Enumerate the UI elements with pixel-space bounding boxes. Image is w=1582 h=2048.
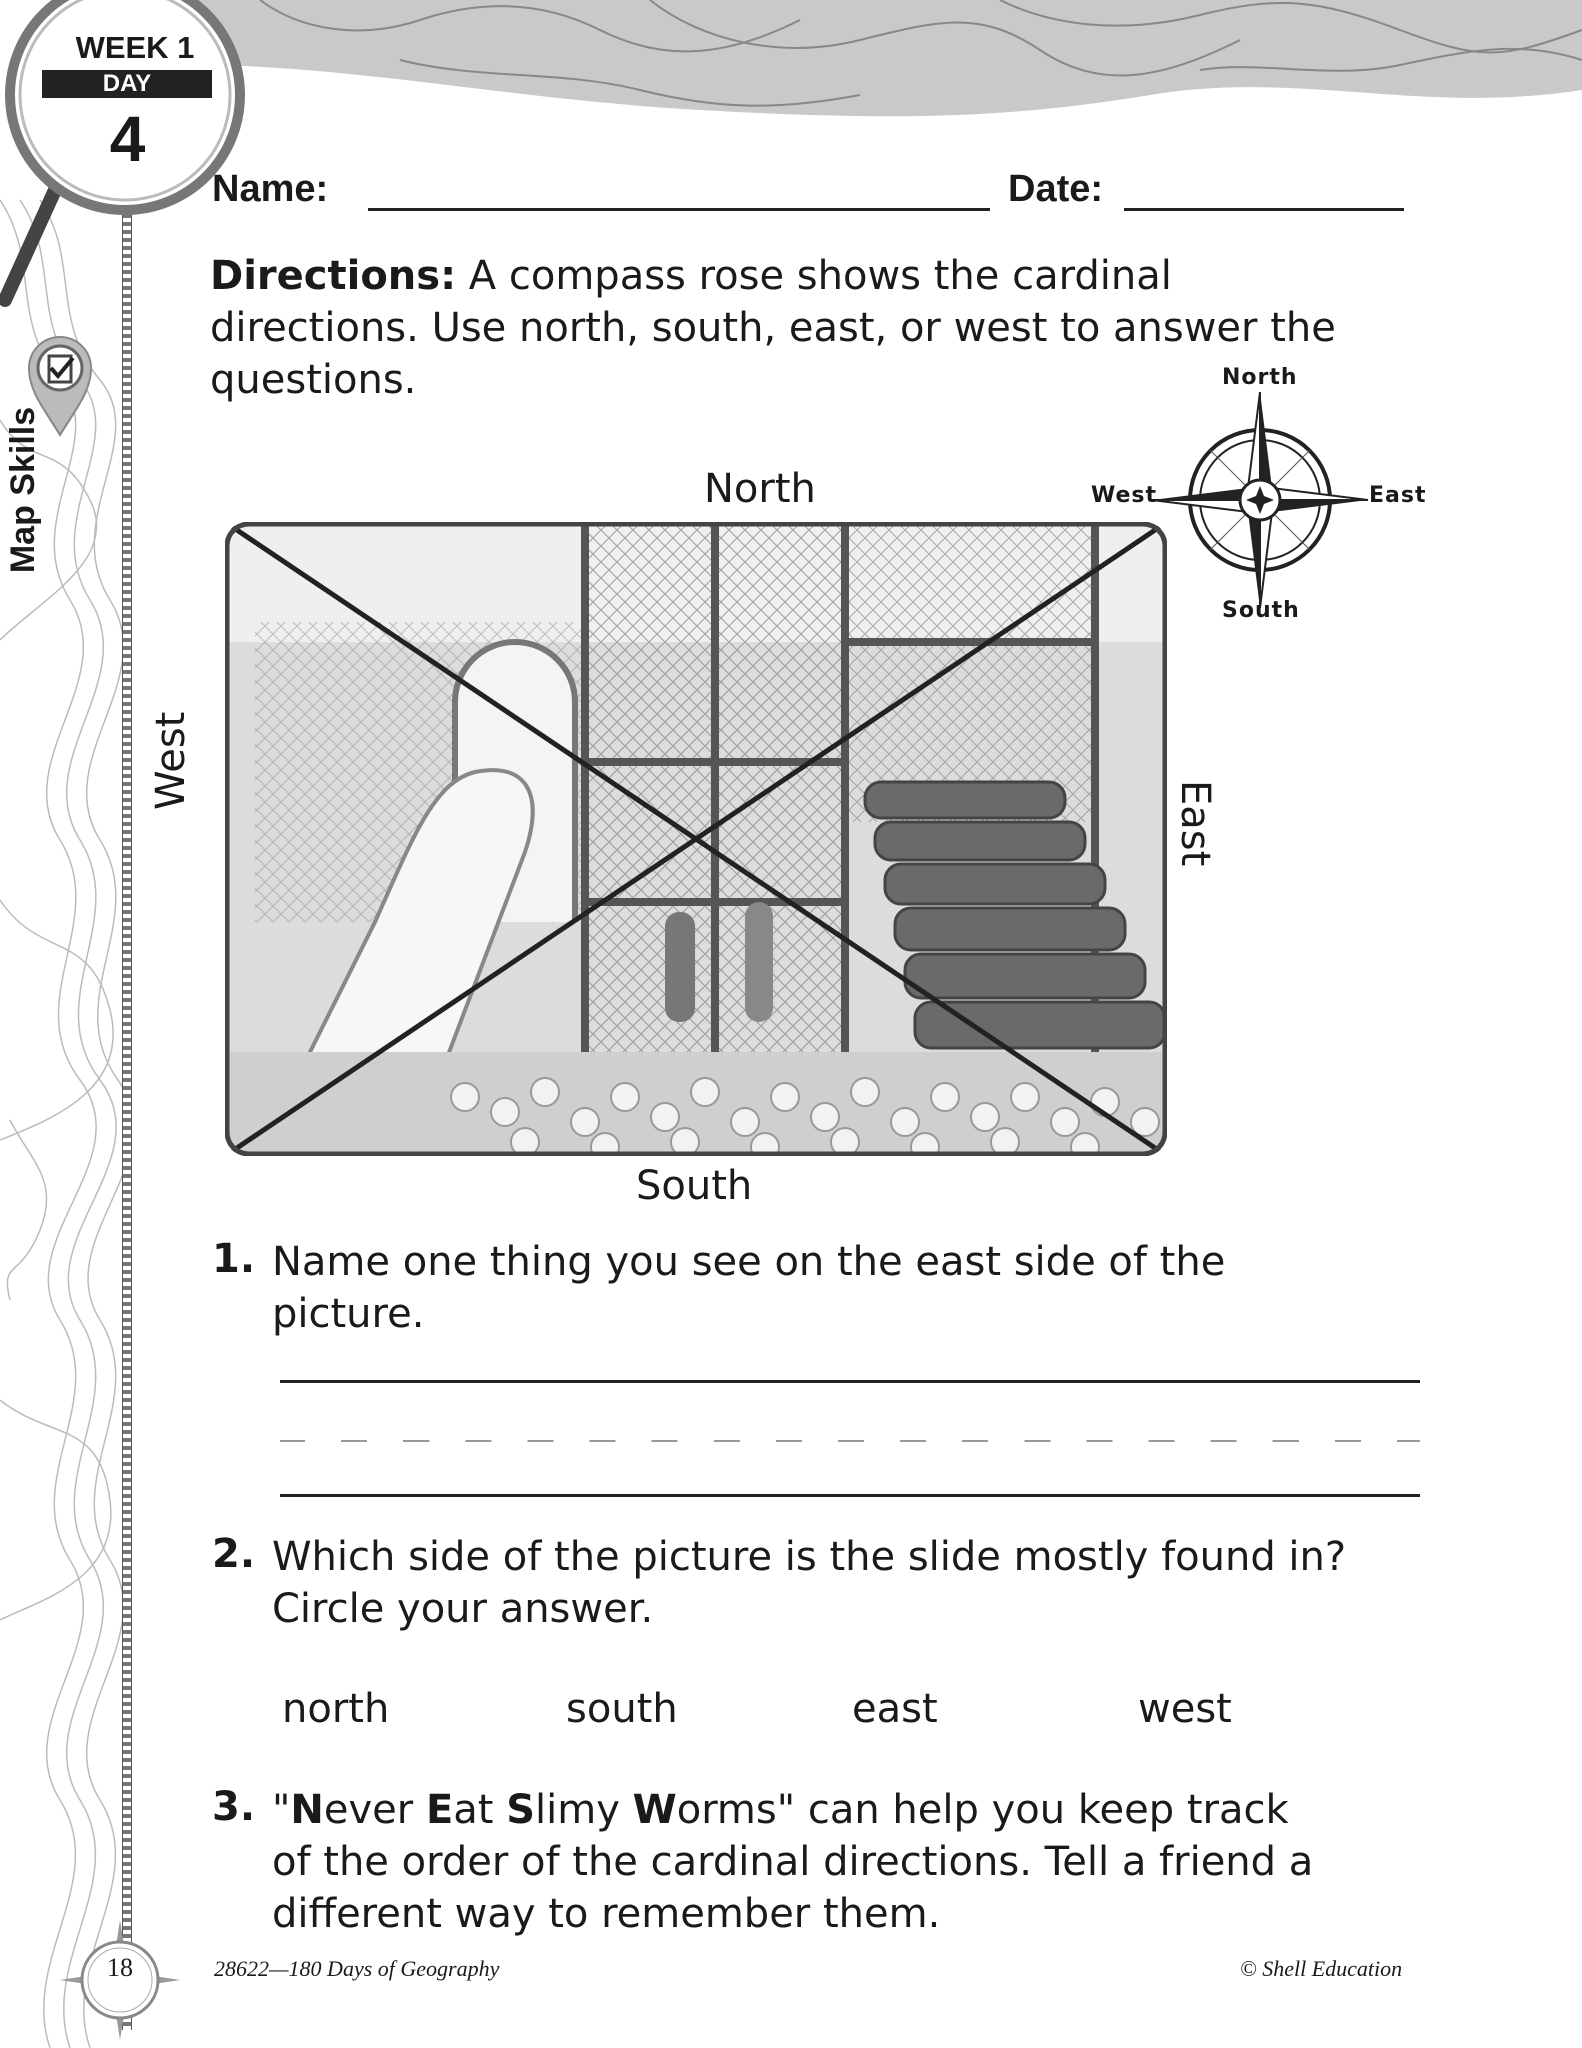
section-label: Map Skills bbox=[4, 406, 42, 574]
question-3-text bbox=[272, 1784, 1422, 1940]
picture-east-label: East bbox=[1172, 780, 1218, 867]
question-line: picture. bbox=[272, 1291, 425, 1337]
question-3-number: 3. bbox=[212, 1784, 256, 1830]
choice-south[interactable]: south bbox=[566, 1686, 678, 1732]
choice-north[interactable]: north bbox=[282, 1686, 390, 1732]
day-number: 4 bbox=[109, 103, 146, 175]
directions-lead: Directions: bbox=[210, 253, 457, 299]
directions-line: A compass rose shows the cardinal bbox=[468, 253, 1172, 299]
compass-south: South bbox=[1222, 598, 1300, 623]
question-line: Name one thing you see on the east side of the bbox=[272, 1239, 1226, 1285]
mnemonic-letter: E bbox=[425, 1787, 454, 1833]
book-title: 28622—180 Days of Geography bbox=[214, 1956, 500, 1981]
publisher: © Shell Education bbox=[1240, 1956, 1403, 1981]
picture-north-label: North bbox=[704, 466, 816, 512]
mnemonic-letter: S bbox=[506, 1787, 536, 1833]
question-2-text bbox=[272, 1531, 1422, 1635]
mnemonic-word: ever bbox=[323, 1787, 426, 1833]
question-1-number: 1. bbox=[212, 1236, 256, 1282]
name-field[interactable] bbox=[368, 208, 990, 211]
question-line: Circle your answer. bbox=[272, 1586, 654, 1632]
page-number: 18 bbox=[107, 1953, 133, 1982]
compass-north: North bbox=[1222, 365, 1298, 390]
question-line bbox=[272, 1784, 1422, 1836]
answer-line-top[interactable] bbox=[280, 1380, 1420, 1383]
week-label: WEEK 1 bbox=[75, 30, 195, 65]
mnemonic-letter: W bbox=[632, 1787, 677, 1833]
question-line: Which side of the picture is the slide mostly found in? bbox=[272, 1534, 1347, 1580]
date-field[interactable] bbox=[1124, 208, 1404, 211]
day-label: DAY bbox=[42, 70, 212, 98]
name-label: Name: bbox=[212, 168, 329, 210]
mnemonic-letter: N bbox=[290, 1787, 324, 1833]
quote: " bbox=[272, 1787, 291, 1833]
mnemonic-word: limy bbox=[535, 1787, 633, 1833]
compass-west: West bbox=[1091, 483, 1158, 508]
playground-photo bbox=[225, 522, 1167, 1156]
question-1-text bbox=[272, 1236, 1422, 1340]
answer-line-bottom[interactable] bbox=[280, 1494, 1420, 1497]
compass-east: East bbox=[1369, 483, 1427, 508]
picture-west-label: West bbox=[148, 711, 194, 810]
question-2-number: 2. bbox=[212, 1531, 256, 1577]
binding-rule bbox=[122, 150, 132, 2030]
question-line: different way to remember them. bbox=[272, 1891, 941, 1937]
mnemonic-word: at bbox=[453, 1787, 507, 1833]
directions-line: questions. bbox=[210, 357, 417, 403]
choice-west[interactable]: west bbox=[1138, 1686, 1232, 1732]
mnemonic-word: orms" can help you keep track bbox=[676, 1787, 1289, 1833]
picture-south-label: South bbox=[636, 1163, 753, 1209]
question-line: of the order of the cardinal directions. Tell a friend a bbox=[272, 1839, 1314, 1885]
compass-rose-icon bbox=[1150, 390, 1370, 610]
answer-line-middle[interactable] bbox=[280, 1440, 1420, 1442]
directions-line: directions. Use north, south, east, or west to answer the bbox=[210, 305, 1336, 351]
choice-east[interactable]: east bbox=[852, 1686, 938, 1732]
date-label: Date: bbox=[1008, 168, 1104, 210]
